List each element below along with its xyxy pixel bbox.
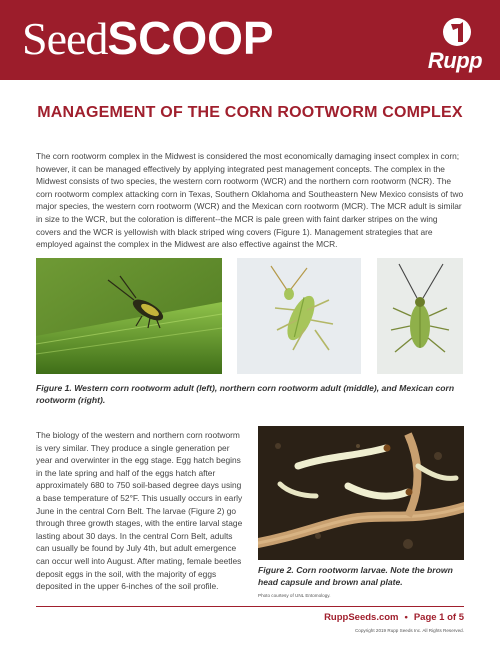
page-number: Page 1 of 5 — [413, 612, 464, 623]
footer-divider — [36, 606, 464, 607]
western-corn-rootworm-photo — [36, 258, 222, 374]
mexican-corn-rootworm-photo — [377, 258, 463, 374]
figure-1-caption: Figure 1. Western corn rootworm adult (left), northern corn rootworm adult (middle), and Mexican corn rootworm (right). — [36, 383, 455, 405]
footer-line — [324, 612, 464, 623]
logo-circle — [443, 18, 471, 46]
logo-text: Rupp — [427, 48, 483, 73]
brand-title-scoop: SCOOP — [107, 12, 274, 64]
footer-separator: • — [404, 612, 408, 623]
copyright-notice: Copyright 2019 Rupp Seeds Inc. All Rights Reserved. — [354, 628, 464, 633]
brand-title — [22, 8, 274, 69]
intro-paragraph: The corn rootworm complex in the Midwest is considered the most economically damaging insect complex in corn; however, it can be managed effectively by applying integrated pest management concepts. The complex in the Midwest consists of two species, the western corn rootworm (WCR) and the northern corn rootworm (NCR). The corn rootworm complex attacking corn in Texas, Southern Oklahoma and Southeastern New Mexico consists of two major species, the western corn rootworm (WCR) and the Mexican corn rootworm (MCR). The MCR adult is similar in size to the WCR, but the coloration is different--the MCR is pale green with faint darker stripes on the wing covers and the WCR is yellowish with black striped wing covers (Figure 1). Management strategies that are employed against the complex in the Midwest are also effective against the MCR. — [36, 151, 464, 250]
page-title: MANAGEMENT OF THE CORN ROOTWORM COMPLEX — [37, 104, 463, 121]
northern-corn-rootworm-photo — [237, 258, 361, 374]
corn-rootworm-larvae-photo — [258, 426, 464, 560]
photo-credit: Photo courtesy of UNL Entomology. — [258, 593, 331, 598]
website-link[interactable]: RuppSeeds.com — [324, 612, 399, 623]
brand-title-seed: Seed — [22, 13, 108, 64]
body-paragraph: The biology of the western and northern corn rootworm is very similar. They produce a single generation per year and overwinter in the egg stage. Egg hatch begins in the late spring and half of the eggs hatch after approximately 680 to 750 soil-based degree days using a base temperature of 52°F. This usually occurs in early June in the central Corn Belt. The larvae (Figure 2) go through three growth stages, with the entire larval stage lasting about 30 days. In the central Corn Belt, adults can usually be found by July 4th, but adult emergence can occur well into August. After mating, female beetles deposit eggs in the soil, with the majority of eggs deposited in the upper 6-inches of the soil profile. — [36, 430, 243, 592]
figure-2-caption: Figure 2. Corn rootworm larvae. Note the brown head capsule and brown anal plate. — [258, 565, 453, 587]
